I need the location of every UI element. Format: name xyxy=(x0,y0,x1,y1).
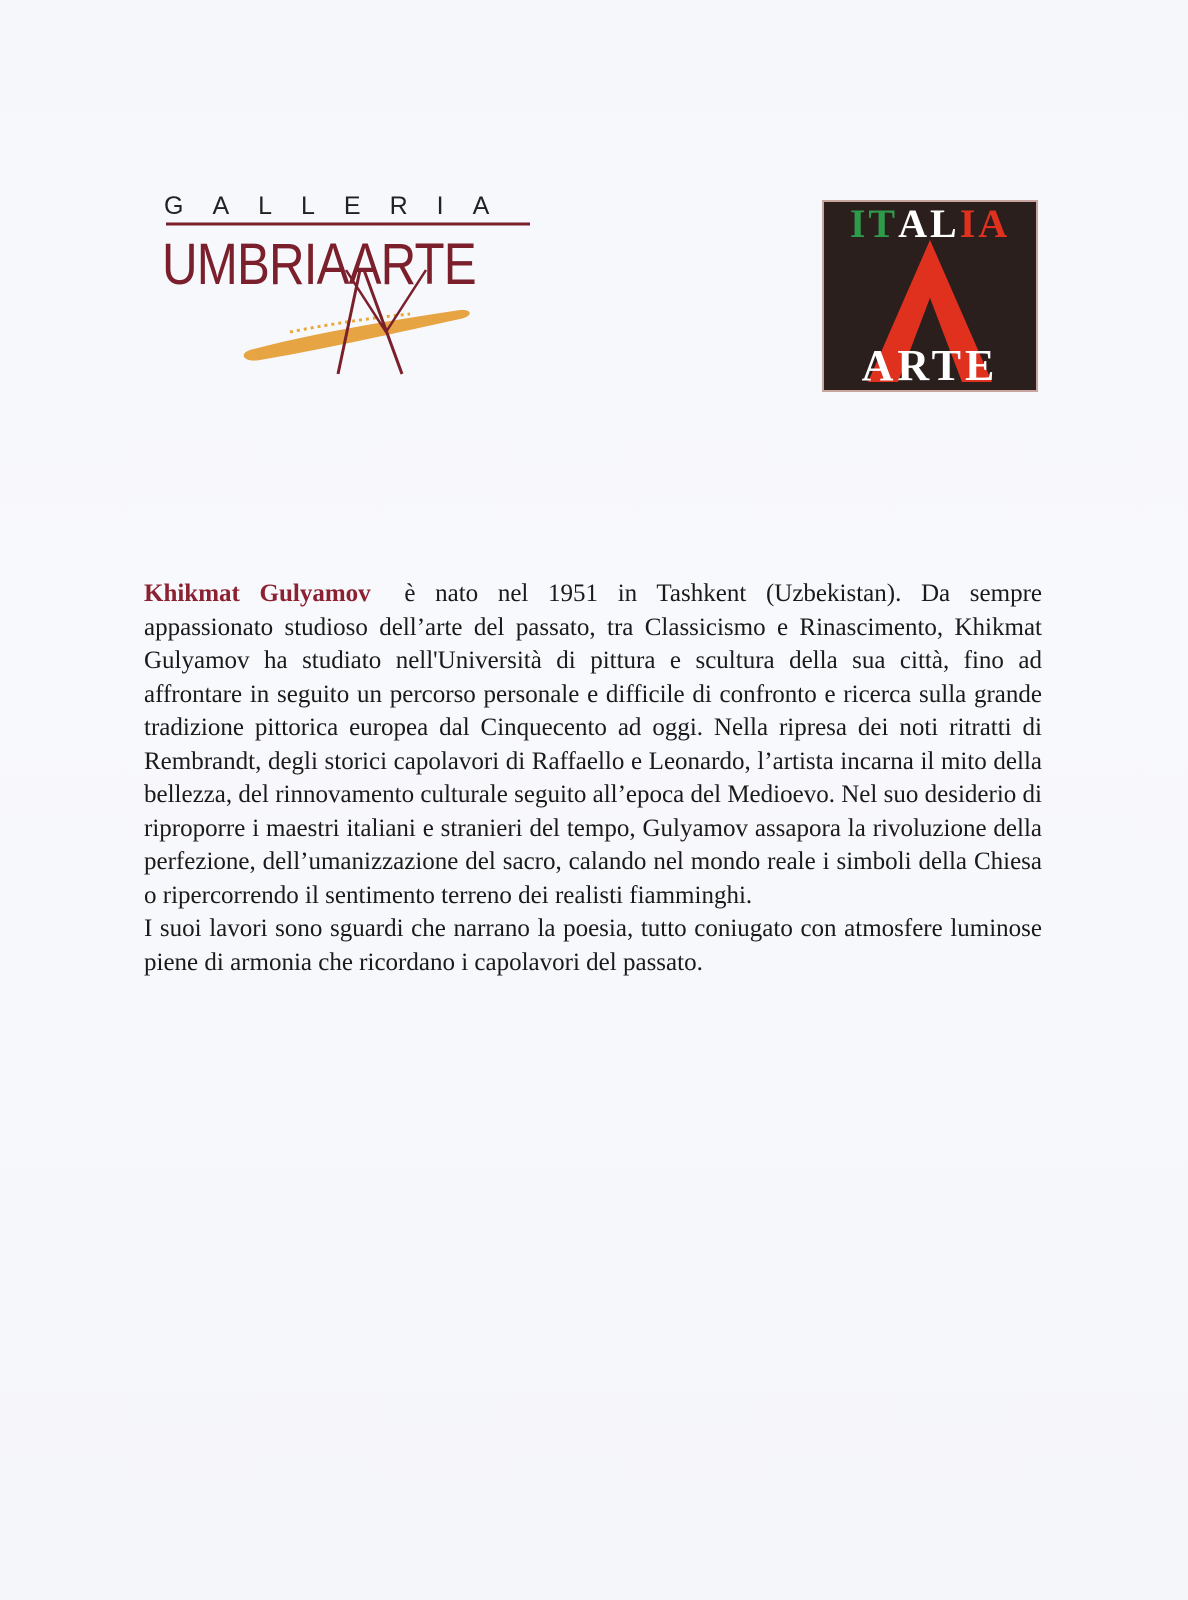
italia-letter: A xyxy=(978,202,1011,246)
italia-letter: I xyxy=(849,202,869,246)
artist-biography xyxy=(144,577,1042,979)
italia-letter: I xyxy=(959,202,979,246)
italia-letter: L xyxy=(930,202,960,246)
biography-text: è nato nel 1951 in Tashkent (Uzbekistan). Da sempre appassionato studioso dell’arte del passato, tra Classicismo e Rinascimento, Khikmat Gulyamov ha studiato nell'Università di pittura e scultura della sua città, fino ad affrontare in seguito un percorso personale e difficile di confronto e ricerca sulla grande tradizione pittorica europea dal Cinquecento ad oggi. Nella ripresa dei noti ritratti di Rembrandt, degli storici capolavori di Raffaello e Leonardo, l’artista incarna il mito della bellezza, del rinnovamento culturale seguito all’epoca del Medioevo. Nel suo desiderio di riproporre i maestri italiani e stranieri del tempo, Gulyamov assapora la rivoluzione della perfezione, dell’umanizzazione del sacro, calando nel mondo reale i simboli della Chiesa o ripercorrendo il sentimento terreno dei realisti fiamminghi. xyxy=(144,580,1043,909)
italia-letter: A xyxy=(898,202,930,246)
italia-arte-logo xyxy=(824,202,1036,390)
biography-paragraph xyxy=(144,577,1042,912)
logo-italia-text xyxy=(824,204,1036,244)
logo-arte-text: ARTE xyxy=(861,341,999,390)
galleria-umbriaarte-logo xyxy=(160,192,540,392)
biography-paragraph: I suoi lavori sono sguardi che narrano la poesia, tutto coniugato con atmosfere luminose piene di armonia che ricordano i capolavori del passato. xyxy=(144,915,1042,976)
logo-galleria-text: GALLERIA xyxy=(164,192,519,220)
italia-letter: T xyxy=(868,202,899,246)
artist-name: Khikmat Gulyamov xyxy=(144,580,371,607)
logo-umbriaarte-text: UMBRIAARTE xyxy=(162,232,476,297)
